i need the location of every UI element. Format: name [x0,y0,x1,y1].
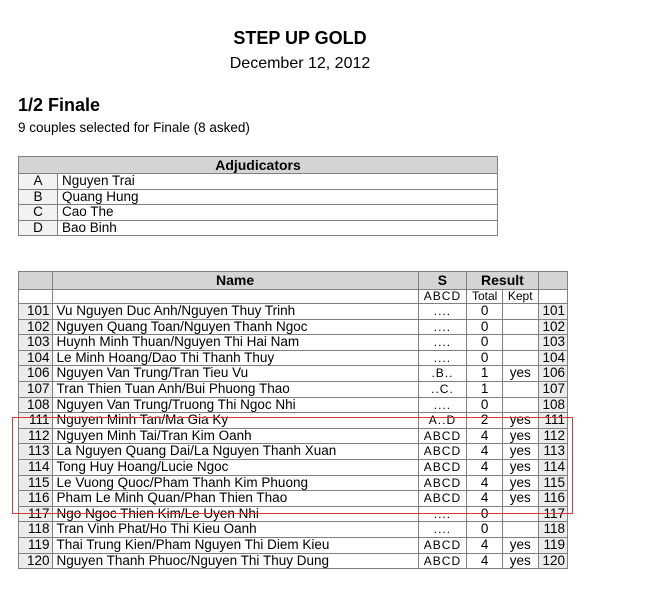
kept-status: yes [502,413,538,429]
mark-total: 4 [467,537,503,553]
sub-blank-2 [52,290,418,304]
couple-number: 108 [19,397,53,413]
couple-number: 114 [19,459,53,475]
couple-number-right: 106 [538,366,568,382]
couple-name: Pham Le Minh Quan/Phan Thien Thao [52,491,418,507]
mark-total: 0 [467,397,503,413]
mark-total: 0 [467,304,503,320]
kept-status: yes [502,444,538,460]
couple-name: La Nguyen Quang Dai/La Nguyen Thanh Xuan [52,444,418,460]
sub-blank-1 [19,290,53,304]
adjudicator-name: Cao The [58,205,498,221]
couple-name: Nguyen Van Trung/Truong Thi Ngoc Nhi [52,397,418,413]
mark-total: 0 [467,319,503,335]
couple-number: 101 [19,304,53,320]
couple-number: 118 [19,522,53,538]
couple-name: Le Minh Hoang/Dao Thi Thanh Thuy [52,350,418,366]
couple-number-right: 113 [538,444,568,460]
adjudicator-marks: .... [418,304,467,320]
couple-number-right: 119 [538,537,568,553]
mark-total: 4 [467,444,503,460]
couple-number: 113 [19,444,53,460]
mark-total: 4 [467,553,503,569]
table-row [19,475,568,491]
result-header: Result [467,272,538,290]
table-row [19,319,568,335]
table-row [19,304,568,320]
adjudicator-marks: A..D [418,413,467,429]
couple-number: 119 [19,537,53,553]
table-row [19,553,568,569]
kept-status [502,381,538,397]
kept-status: yes [502,428,538,444]
s-subheader: ABCD [418,290,467,304]
kept-status [502,350,538,366]
kept-status: yes [502,537,538,553]
kept-status: yes [502,491,538,507]
couple-name: Nguyen Minh Tai/Tran Kim Oanh [52,428,418,444]
couple-name: Tong Huy Hoang/Lucie Ngoc [52,459,418,475]
mark-total: 4 [467,491,503,507]
kept-status [502,335,538,351]
couple-name: Ngo Ngoc Thien Kim/Le Uyen Nhi [52,506,418,522]
adjudicator-row [19,189,498,205]
adjudicator-marks: .... [418,335,467,351]
couple-number: 107 [19,381,53,397]
couple-number: 111 [19,413,53,429]
number-header-right [538,272,568,290]
couple-name: Vu Nguyen Duc Anh/Nguyen Thuy Trinh [52,304,418,320]
couple-number-right: 104 [538,350,568,366]
couple-name: Tran Thien Tuan Anh/Bui Phuong Thao [52,381,418,397]
adjudicator-row [19,220,498,236]
name-header: Name [52,272,418,290]
adjudicator-row [19,174,498,190]
round-title: 1/2 Finale [18,95,101,115]
couple-number-right: 114 [538,459,568,475]
mark-total: 0 [467,335,503,351]
adjudicator-marks: .... [418,350,467,366]
round-subtitle: 9 couples selected for Finale (8 asked) [18,120,250,135]
s-header: S [418,272,467,290]
mark-total: 0 [467,522,503,538]
adjudicator-letter: C [19,205,58,221]
couple-number: 115 [19,475,53,491]
couple-number-right: 120 [538,553,568,569]
kept-status: yes [502,366,538,382]
adjudicator-marks: .... [418,506,467,522]
table-row [19,397,568,413]
couple-name: Huynh Minh Thuan/Nguyen Thi Hai Nam [52,335,418,351]
adjudicator-row [19,205,498,221]
table-row [19,506,568,522]
adjudicator-name: Bao Binh [58,220,498,236]
couple-number-right: 116 [538,491,568,507]
couple-number-right: 111 [538,413,568,429]
adjudicator-letter: A [19,174,58,190]
adjudicator-marks: ABCD [418,553,467,569]
couple-name: Nguyen Thanh Phuoc/Nguyen Thi Thuy Dung [52,553,418,569]
mark-total: 4 [467,475,503,491]
table-row [19,381,568,397]
kept-status: yes [502,553,538,569]
adjudicators-table [18,156,498,236]
mark-total: 4 [467,428,503,444]
number-header [19,272,53,290]
mark-total: 1 [467,366,503,382]
mark-total: 0 [467,350,503,366]
couple-number-right: 102 [538,319,568,335]
adjudicator-marks: ABCD [418,428,467,444]
mark-total: 1 [467,381,503,397]
competition-title: STEP UP GOLD [233,28,367,48]
kept-status: yes [502,475,538,491]
adjudicator-letter: D [19,220,58,236]
couple-name: Tran Vinh Phat/Ho Thi Kieu Oanh [52,522,418,538]
couple-number-right: 117 [538,506,568,522]
adjudicator-marks: .... [418,319,467,335]
table-row [19,444,568,460]
couple-number: 103 [19,335,53,351]
adjudicator-marks: ABCD [418,537,467,553]
kept-subheader: Kept [502,290,538,304]
table-row [19,459,568,475]
couple-name: Nguyen Minh Tan/Ma Gia Ky [52,413,418,429]
table-row [19,491,568,507]
mark-total: 4 [467,459,503,475]
couple-number: 106 [19,366,53,382]
table-row [19,335,568,351]
adjudicator-marks: .B.. [418,366,467,382]
couple-number-right: 107 [538,381,568,397]
table-row [19,413,568,429]
couple-number: 104 [19,350,53,366]
couple-name: Le Vuong Quoc/Pham Thanh Kim Phuong [52,475,418,491]
adjudicator-marks: ABCD [418,475,467,491]
table-row [19,522,568,538]
table-row [19,428,568,444]
kept-status [502,506,538,522]
kept-status [502,522,538,538]
adjudicator-letter: B [19,189,58,205]
couple-number-right: 118 [538,522,568,538]
couple-number: 112 [19,428,53,444]
adjudicator-marks: .... [418,522,467,538]
sub-blank-3 [538,290,568,304]
couple-number: 116 [19,491,53,507]
adjudicator-marks: ABCD [418,459,467,475]
couple-number-right: 101 [538,304,568,320]
adjudicator-name: Quang Hung [58,189,498,205]
adjudicator-name: Nguyen Trai [58,174,498,190]
adjudicator-marks: ABCD [418,444,467,460]
couple-number: 120 [19,553,53,569]
mark-total: 2 [467,413,503,429]
couple-number: 117 [19,506,53,522]
adjudicator-marks: ..C. [418,381,467,397]
kept-status [502,319,538,335]
table-row [19,366,568,382]
adjudicator-marks: .... [418,397,467,413]
competition-date: December 12, 2012 [229,55,371,72]
total-subheader: Total [467,290,503,304]
adjudicators-heading: Adjudicators [19,157,498,174]
couple-name: Nguyen Quang Toan/Nguyen Thanh Ngoc [52,319,418,335]
kept-status [502,304,538,320]
couple-number-right: 112 [538,428,568,444]
results-table [18,271,568,569]
couple-number-right: 108 [538,397,568,413]
table-row [19,537,568,553]
kept-status [502,397,538,413]
couple-number-right: 115 [538,475,568,491]
kept-status: yes [502,459,538,475]
table-row [19,350,568,366]
mark-total: 0 [467,506,503,522]
couple-number: 102 [19,319,53,335]
couple-name: Thai Trung Kien/Pham Nguyen Thi Diem Kieu [52,537,418,553]
couple-number-right: 103 [538,335,568,351]
adjudicator-marks: ABCD [418,491,467,507]
couple-name: Nguyen Van Trung/Tran Tieu Vu [52,366,418,382]
